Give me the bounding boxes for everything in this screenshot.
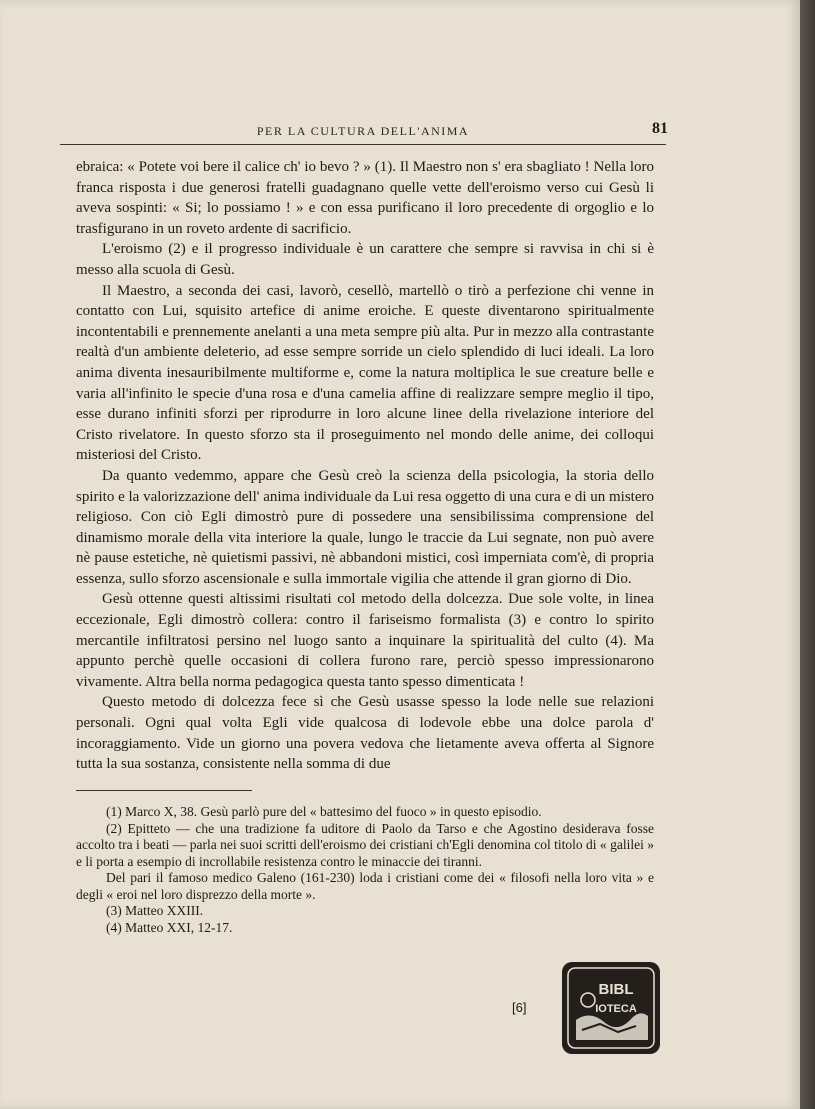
footnote: (3) Matteo XXIII. (106, 903, 204, 918)
header-rule (60, 144, 666, 145)
library-bookplate-emblem-icon (560, 960, 662, 1056)
book-gutter-edge (800, 0, 815, 1109)
footnote: Del pari il famoso medico Galeno (161-230) loda i cristiani come dei « filosofi nella loro vita » e degli « eroi nel loro disprezzo della morte ». (76, 870, 654, 902)
paragraph: ebraica: « Potete voi bere il calice ch' io bevo ? » (1). Il Maestro non s' era sbagliato ! Nella loro franca risposta i due generosi fratelli guadagnano quelle vette dell'eroismo verso cui Gesù li aveva sospinti: « Si; lo possiamo ! » e con essa purificano il loro precedente di orgoglio e lo trasfigurano in un roveto ardente di sacrificio. (76, 159, 654, 237)
body-text (76, 157, 654, 775)
svg-text:IOTECA: IOTECA (595, 1003, 637, 1015)
footnote: (1) Marco X, 38. Gesù parlò pure del « battesimo del fuoco » in questo episodio. (106, 804, 542, 819)
paragraph: Questo metodo di dolcezza fece sì che Gesù usasse spesso la lode nelle sue relazioni personali. Ogni qual volta Egli vide qualcosa di lodevole ebbe una dolce parola d' incoraggiamento. Vide un giorno una povera vedova che lietamente aveva offerta al Signore tutta la sua sostanza, consistente nella somma di due (76, 694, 654, 773)
footnote: (2) Epitteto — che una tradizione fa uditore di Paolo da Tarso e che Agostino desiderava fosse accolto tra i beati — parla nei suoi scritti dell'eroismo dei cristiani ch'Egli denomina col titolo di « galilei » e li porta a esempio di incrollabile resistenza contro le minaccie dei tiranni. (76, 820, 654, 869)
footnote: (4) Matteo XXI, 12-17. (106, 919, 233, 935)
running-head: PER LA CULTURA DELL'ANIMA (256, 124, 470, 138)
paragraph: Gesù ottenne questi altissimi risultati col metodo della dolcezza. Due sole volte, in linea eccezionale, Egli dimostrò collera: contro il fariseismo formalista (3) e contro lo spirito mercantile infiltratosi persino nel luogo santo a inquinare la spiritualità del culto (4). Ma appunto perchè quelle occasioni di collera furono rare, perciò spesso impressionarono vivamente. Altra bella norma pedagogica questa tanto spesso dimenticata ! (76, 591, 654, 690)
paragraph: Il Maestro, a seconda dei casi, lavorò, cesellò, martellò o tirò a perfezione chi venne in contatto con Lui, squisito artefice di anime eroiche. E queste diventarono spiritualmente incontentabili e prennemente anelanti a una meta sempre più alta. Pur in mezzo alla contrastante realtà d'un ambiente deleterio, ad esse sempre sorride un cielo splendido di luci ideali. La loro anima diventa inesauribilmente multiforme e, come la natura moltiplica le sue creature belle e varia all'infinito le specie d'una rosa e d'una camelia affine di realizzare sempre meglio il tipo, esse durano infiniti sforzi per riprodurre in loro alcune linee della rivelazione interiore del Cristo rivelatore. In questo sforzo sta il proseguimento nel mondo delle anime, dei colloqui misteriosi del Cristo. (76, 282, 654, 464)
footnotes (76, 804, 654, 936)
svg-text:BIBL: BIBL (598, 981, 634, 998)
footnote-rule (76, 790, 252, 791)
paragraph: Da quanto vedemmo, appare che Gesù creò la scienza della psicologia, la storia dello spirito e la valorizzazione dell' anima individuale da Lui resa oggetto di una cura e di un mistero religioso. Con ciò Egli dimostrò pure di possedere una sensibilissima comprensione del dinamismo morale della vita interiore la quale, lungo le traccie da Lui segnate, non può avere nè pause estetiche, nè quietismi passivi, nè abbandoni mistici, così imperniata com'è, di propria essenza, sullo sforzo ascensionale e sulla immortale vigilia che attende il gran giorno di Dio. (76, 467, 654, 587)
library-stamp (512, 960, 662, 1060)
stamp-signature: [6] (512, 1000, 527, 1015)
page-number: 81 (652, 120, 668, 137)
page-header (60, 120, 666, 144)
paragraph: L'eroismo (2) e il progresso individuale è un carattere che sempre si ravvisa in chi si è messo alla scuola di Gesù. (76, 241, 654, 278)
